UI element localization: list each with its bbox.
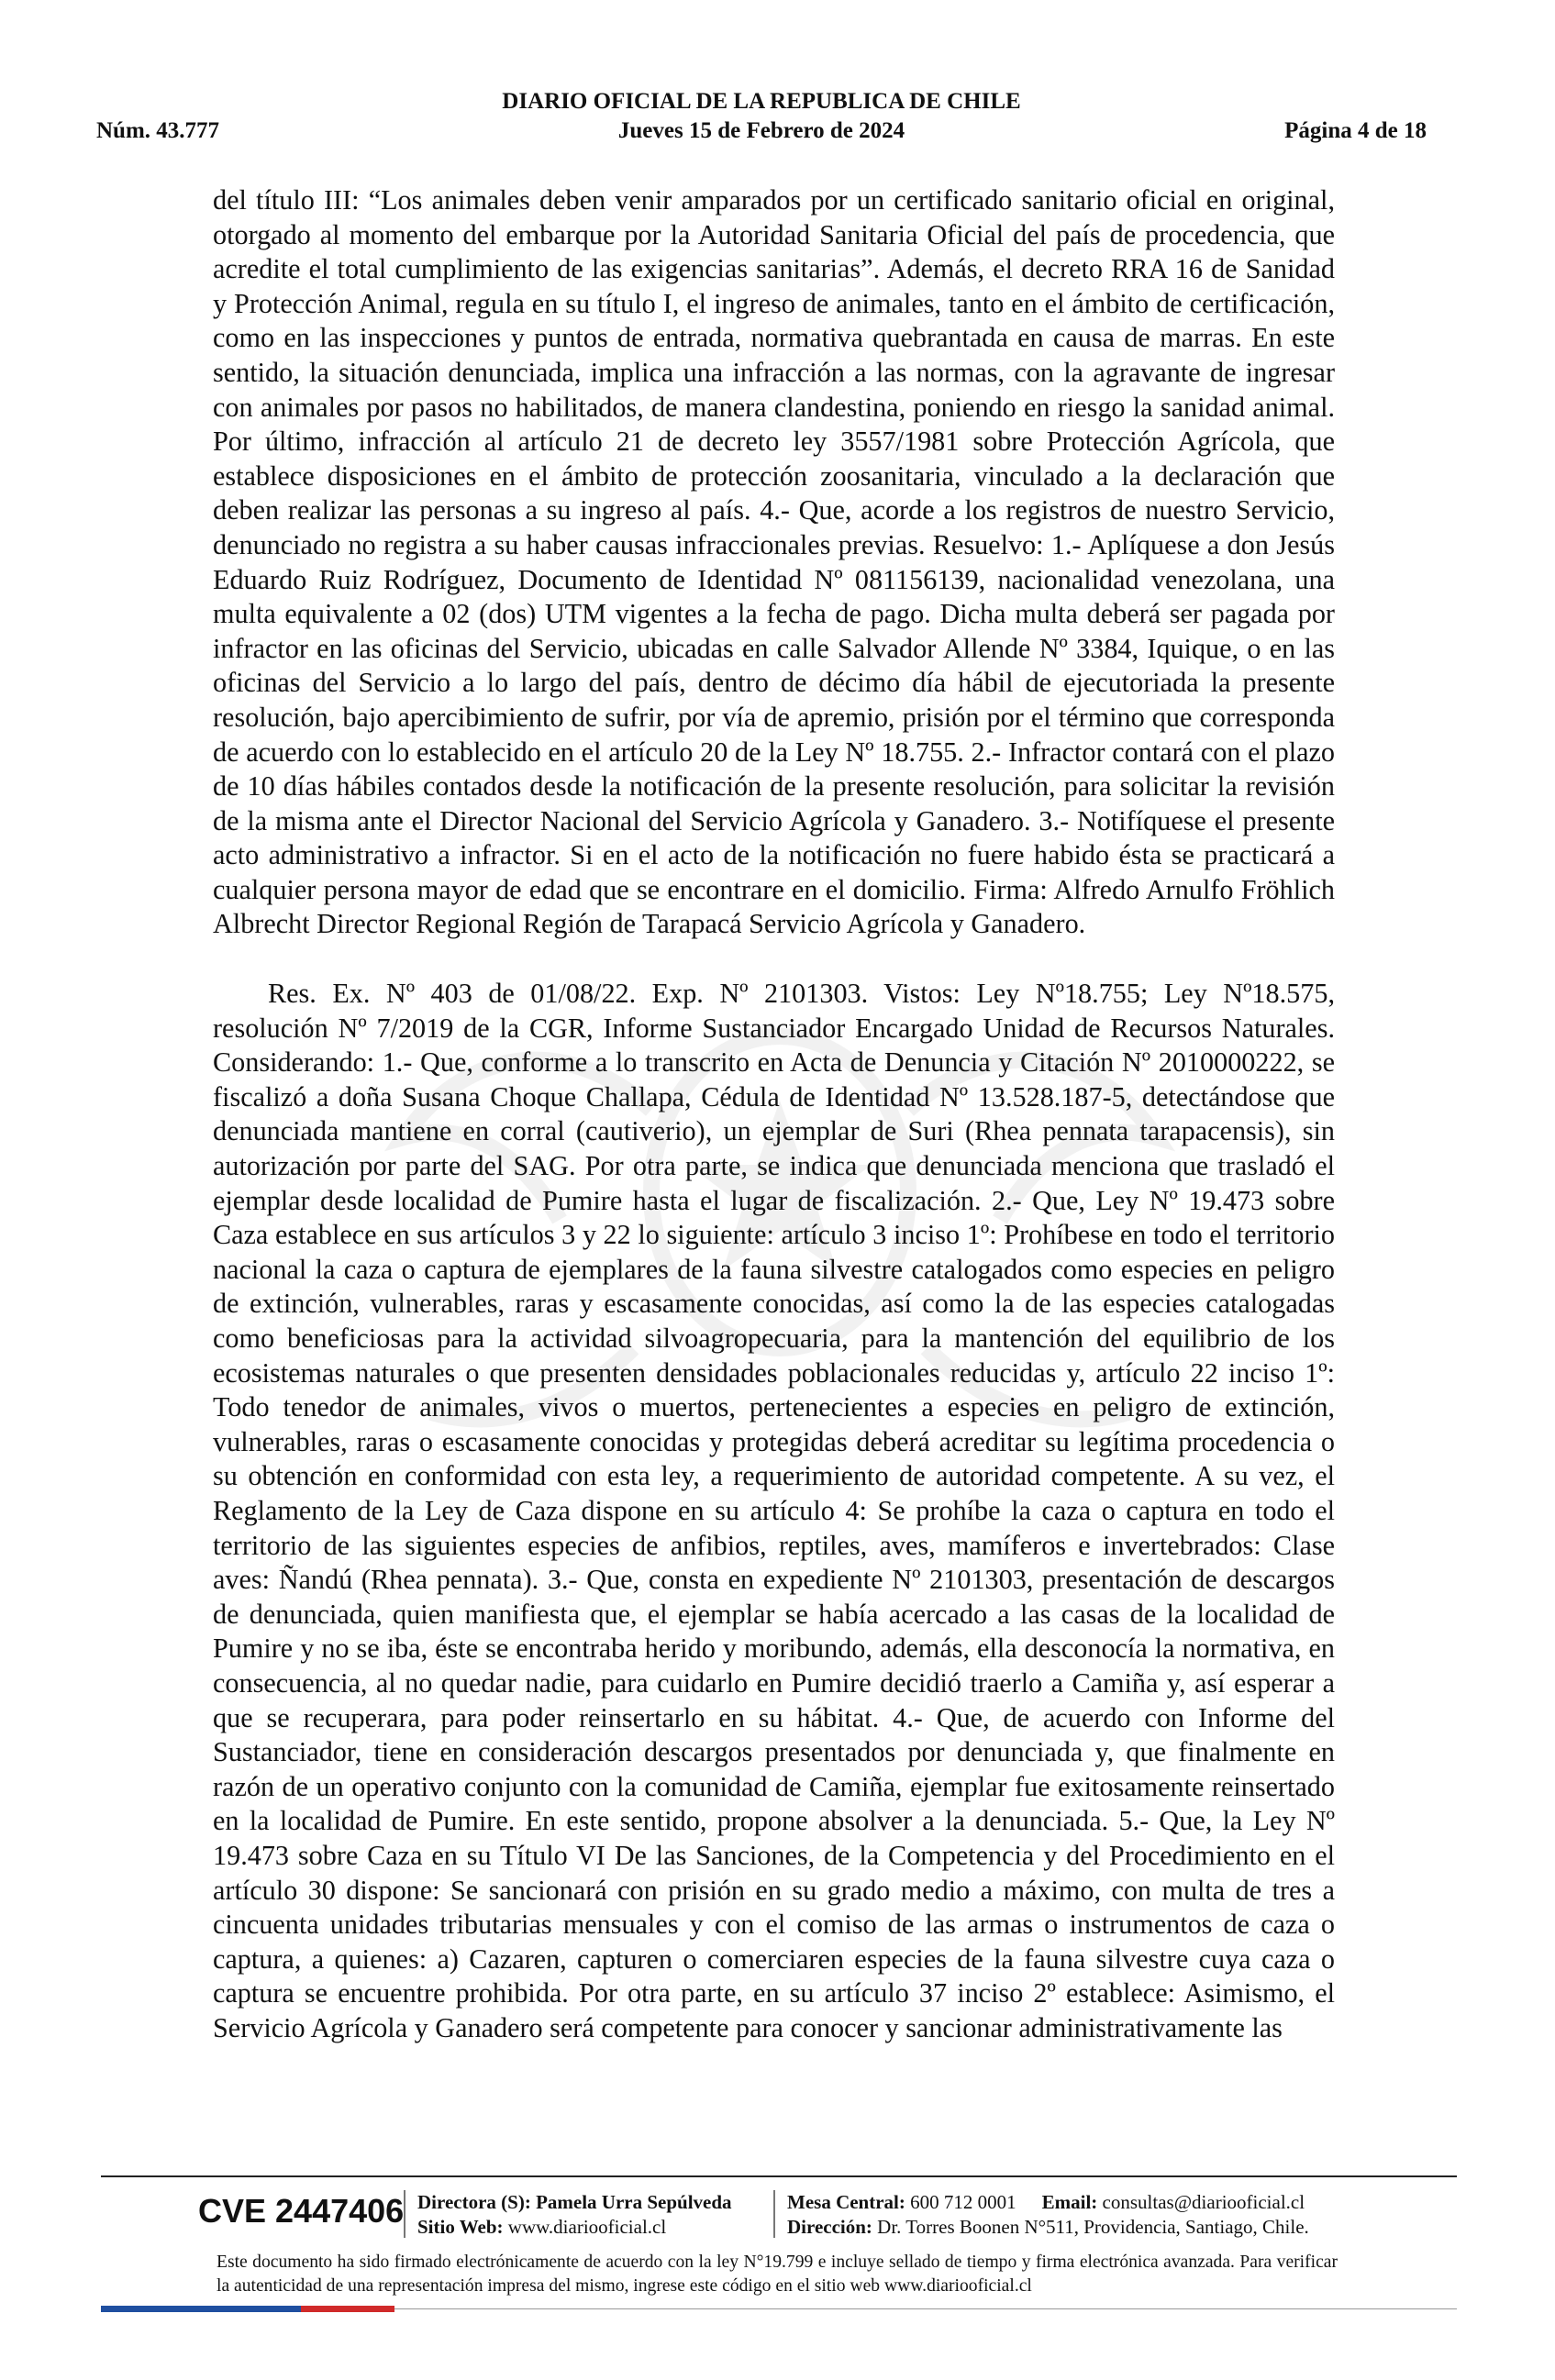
footer-separator (404, 2190, 405, 2238)
director-label: Directora (S): (417, 2191, 531, 2213)
signature-disclaimer: Este documento ha sido firmado electrónicamente de acuerdo con la ley N°19.799 e incluye sellado de tiempo y firma electrónica avanzada. Para verificar la autenticidad de una representación impresa del mismo, ingrese este código en el sitio web www.diariooficial.cl (217, 2253, 1338, 2296)
footer-separator (773, 2190, 775, 2238)
address-value: Dr. Torres Boonen N°511, Providencia, Santiago, Chile. (877, 2216, 1309, 2238)
issue-number: Núm. 43.777 (96, 118, 220, 143)
email-label: Email: (1041, 2191, 1098, 2213)
flag-blue-bar (101, 2306, 301, 2312)
cve-code: CVE 2447406 (198, 2192, 405, 2230)
director-name: Pamela Urra Sepúlveda (536, 2191, 732, 2213)
phone-label: Mesa Central: (787, 2191, 905, 2213)
page-footer (101, 2183, 1457, 2238)
flag-red-bar (301, 2306, 394, 2312)
flag-color-strip (101, 2306, 394, 2312)
document-body (213, 183, 1335, 2045)
email-link[interactable]: consultas@diariooficial.cl (1102, 2191, 1305, 2213)
resolution-paragraph-2: Res. Ex. Nº 403 de 01/08/22. Exp. Nº 2101303. Vistos: Ley Nº18.755; Ley Nº18.575, resolución Nº 7/2019 de la CGR, Informe Sustanciador Encargado Unidad de Recursos Naturales. Considerando: 1.- Que, conforme a lo transcrito en Acta de Denuncia y Citación Nº 2010000222, se fiscalizó a doña Susana Choque Challapa, Cédula de Identidad Nº 13.528.187-5, detectándose que denunciada mantiene en corral (cautiverio), un ejemplar de Suri (Rhea pennata tarapacensis), sin autorización por parte del SAG. Por otra parte, se indica que denunciada menciona que trasladó el ejemplar desde localidad de Pumire hasta el lugar de fiscalización. 2.- Que, Ley Nº 19.473 sobre Caza establece en sus artículos 3 y 22 lo siguiente: artículo 3 inciso 1º: Prohíbese en todo el territorio nacional la caza o captura de ejemplares de la fauna silvestre catalogados como especies en peligro de extinción, vulnerables, raras y escasamente conocidas, así como la de las especies catalogadas como beneficiosas para la actividad silvoagropecuaria, para la mantención del equilibrio de los ecosistemas naturales o que presenten densidades poblacionales reducidas y, artículo 22 inciso 1º: Todo tenedor de animales, vivos o muertos, pertenecientes a especies en peligro de extinción, vulnerables, raras o escasamente conocidas y protegidas deberá acreditar su legítima procedencia o su obtención en conformidad con esta ley, a requerimiento de autoridad competente. A su vez, el Reglamento de la Ley de Caza dispone en su artículo 4: Se prohíbe la caza o captura en todo el territorio de las siguientes especies de anfibios, reptiles, aves, mamíferos e invertebrados: Clase aves: Ñandú (Rhea pennata). 3.- Que, consta en expediente Nº 2101303, presentación de descargos de denunciada, quien manifiesta que, el ejemplar se había acercado a las casas de la localidad de Pumire y no se iba, éste se encontraba herido y moribundo, además, ella desconocía la normativa, en consecuencia, al no quedar nadie, para cuidarlo en Pumire decidió traerlo a Camiña y, así esperar a que se recuperara, para poder reinsertarlo en su hábitat. 4.- Que, de acuerdo con Informe del Sustanciador, tiene en consideración descargos presentados por denunciada y, que finalmente en razón de un operativo conjunto con la comunidad de Camiña, ejemplar fue exitosamente reinsertado en la localidad de Pumire. En este sentido, propone absolver a la denunciada. 5.- Que, la Ley Nº 19.473 sobre Caza en su Título VI De las Sanciones, de la Competencia y del Procedimiento en el artículo 30 dispone: Se sancionará con prisión en su grado medio a máximo, con multa de tres a cincuenta unidades tributarias mensuales y con el comiso de las armas o instrumentos de caza o captura, a quienes: a) Cazaren, capturen o comerciaren especies de la fauna silvestre cuya caza o captura se encuentre prohibida. Por otra parte, en su artículo 37 inciso 2º establece: Asimismo, el Servicio Agrícola y Ganadero será competente para conocer y sancionar administrativamente las (213, 978, 1335, 2043)
resolution-paragraph-1: del título III: “Los animales deben venir amparados por un certificado sanitario oficial en original, otorgado al momento del embarque por la Autoridad Sanitaria Oficial del país de procedencia, que acredite el total cumplimiento de las exigencias sanitarias”. Además, el decreto RRA 16 de Sanidad y Protección Animal, regula en su título I, el ingreso de animales, tanto en el ámbito de certificación, como en las inspecciones y puntos de entrada, normativa quebrantada en causa de marras. En este sentido, la situación denunciada, implica una infracción a las normas, con la agravante de ingresar con animales por pasos no habilitados, de manera clandestina, poniendo en riesgo la sanidad animal. Por último, infracción al artículo 21 de decreto ley 3557/1981 sobre Protección Agrícola, que establece disposiciones en el ámbito de protección zoosanitaria, vinculado a la declaración que deben realizar las personas a su ingreso al país. 4.- Que, acorde a los registros de nuestro Servicio, denunciado no registra a su haber causas infraccionales previas. Resuelvo: 1.- Aplíquese a don Jesús Eduardo Ruiz Rodríguez, Documento de Identidad Nº 081156139, nacionalidad venezolana, una multa equivalente a 02 (dos) UTM vigentes a la fecha de pago. Dicha multa deberá ser pagada por infractor en las oficinas del Servicio, ubicadas en calle Salvador Allende Nº 3384, Iquique, o en las oficinas del Servicio a lo largo del país, dentro de décimo día hábil de ejecutoriada la presente resolución, bajo apercibimiento de sufrir, por vía de apremio, prisión por el término que corresponda de acuerdo con lo establecido en el artículo 20 de la Ley Nº 18.755. 2.- Infractor contará con el plazo de 10 días hábiles contados desde la notificación de la presente resolución, para solicitar la revisión de la misma ante el Director Nacional del Servicio Agrícola y Ganadero. 3.- Notifíquese el presente acto administrativo a infractor. Si en el acto de la notificación no fuere habido ésta se practicará a cualquier persona mayor de edad que se encontrare en el domicilio. Firma: Alfredo Arnulfo Fröhlich Albrecht Director Regional Región de Tarapacá Servicio Agrícola y Ganadero. (213, 184, 1335, 940)
page-indicator: Página 4 de 18 (1284, 118, 1427, 143)
publication-title: DIARIO OFICIAL DE LA REPUBLICA DE CHILE (502, 89, 1021, 114)
site-link[interactable]: www.diariooficial.cl (507, 2216, 667, 2238)
address-label: Dirección: (787, 2216, 872, 2238)
issue-date: Jueves 15 de Febrero de 2024 (617, 118, 905, 143)
site-label: Sitio Web: (417, 2216, 504, 2238)
page-header (96, 89, 1427, 153)
footer-publisher-info (417, 2190, 732, 2240)
phone-number: 600 712 0001 (910, 2191, 1016, 2213)
footer-divider (101, 2175, 1457, 2177)
bottom-divider (394, 2308, 1457, 2309)
footer-contact-info (787, 2190, 1309, 2240)
